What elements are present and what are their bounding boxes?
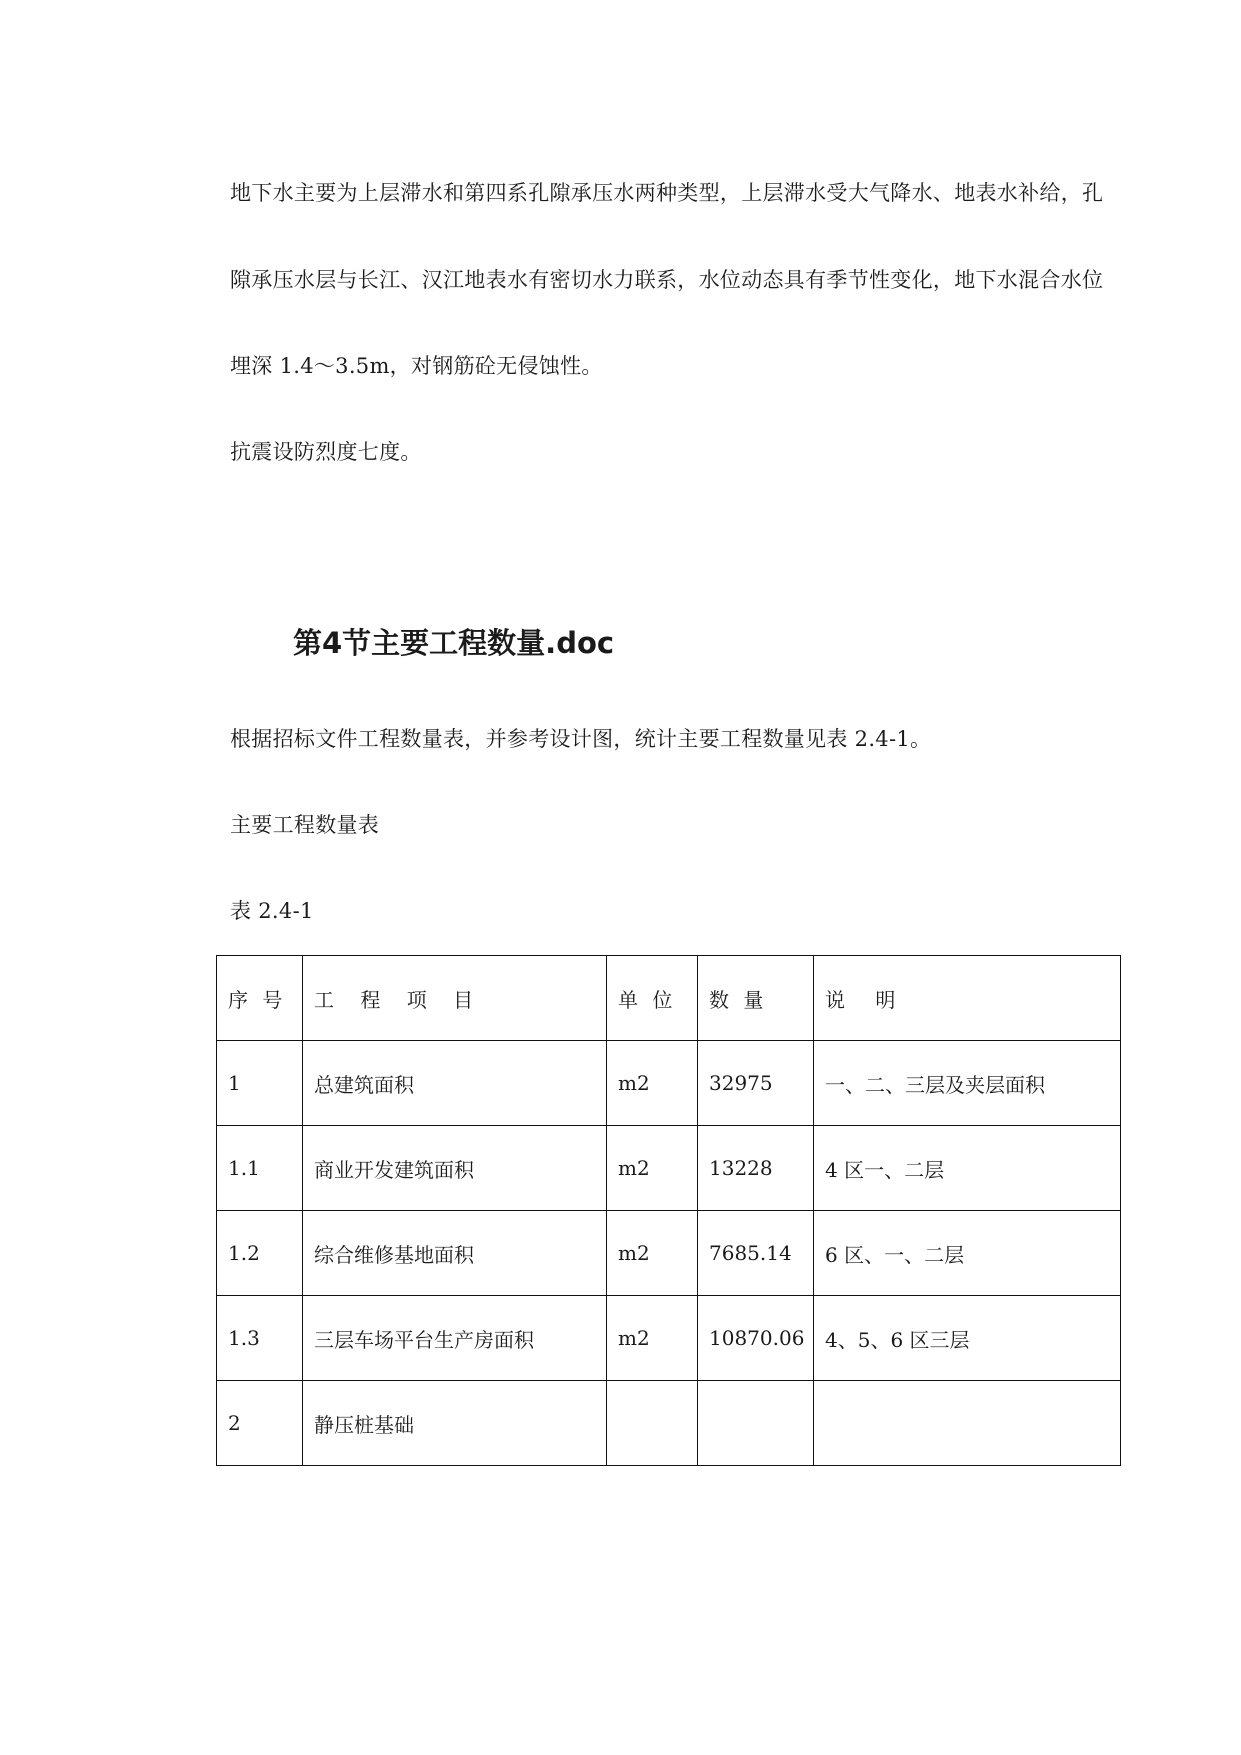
- paragraph-line-3: 埋深 1.4～3.5m，对钢筋砼无侵蚀性。: [230, 354, 603, 378]
- cell-quantity: 7685.14: [698, 1211, 814, 1296]
- cell-quantity: 10870.06: [698, 1296, 814, 1381]
- header-cell-unit: 单 位: [607, 956, 698, 1041]
- table-row: [217, 1381, 1121, 1466]
- cell-quantity: 32975: [698, 1041, 814, 1126]
- cell-note: 一、二、三层及夹层面积: [814, 1041, 1121, 1126]
- cell-item: 静压桩基础: [303, 1381, 607, 1466]
- cell-unit: m2: [607, 1041, 698, 1126]
- header-cell-item: 工 程 项 目: [303, 956, 607, 1041]
- section-intro: 根据招标文件工程数量表，并参考设计图，统计主要工程数量见表 2.4-1。: [230, 727, 932, 751]
- paragraph-line-2: 隙承压水层与长江、汉江地表水有密切水力联系，水位动态具有季节性变化，地下水混合水位: [230, 268, 1104, 292]
- cell-unit: m2: [607, 1126, 698, 1211]
- table-title: 主要工程数量表: [230, 813, 380, 837]
- cell-note: 4、5、6 区三层: [814, 1296, 1121, 1381]
- table-number: 表 2.4-1: [230, 899, 314, 923]
- table-row: [217, 1296, 1121, 1381]
- cell-note: [814, 1381, 1121, 1466]
- cell-index: 2: [217, 1381, 303, 1466]
- cell-index: 1.3: [217, 1296, 303, 1381]
- cell-item: 三层车场平台生产房面积: [303, 1296, 607, 1381]
- cell-index: 1.1: [217, 1126, 303, 1211]
- table-header-row: [217, 956, 1121, 1041]
- header-cell-index: 序 号: [217, 956, 303, 1041]
- quantity-table: [216, 955, 1121, 1466]
- cell-unit: m2: [607, 1296, 698, 1381]
- table-row: [217, 1211, 1121, 1296]
- cell-quantity: 13228: [698, 1126, 814, 1211]
- cell-unit: [607, 1381, 698, 1466]
- cell-unit: m2: [607, 1211, 698, 1296]
- cell-quantity: [698, 1381, 814, 1466]
- cell-index: 1.2: [217, 1211, 303, 1296]
- paragraph-line-1: 地下水主要为上层滞水和第四系孔隙承压水两种类型，上层滞水受大气降水、地表水补给，孔: [230, 181, 1104, 205]
- paragraph-line-4: 抗震设防烈度七度。: [230, 440, 422, 464]
- cell-note: 4 区一、二层: [814, 1126, 1121, 1211]
- cell-item: 总建筑面积: [303, 1041, 607, 1126]
- cell-index: 1: [217, 1041, 303, 1126]
- table-row: [217, 1126, 1121, 1211]
- cell-note: 6 区、一、二层: [814, 1211, 1121, 1296]
- table-row: [217, 1041, 1121, 1126]
- section-heading: 第4节主要工程数量.doc: [293, 626, 615, 660]
- header-cell-note: 说 明: [814, 956, 1121, 1041]
- cell-item: 商业开发建筑面积: [303, 1126, 607, 1211]
- header-cell-quantity: 数 量: [698, 956, 814, 1041]
- cell-item: 综合维修基地面积: [303, 1211, 607, 1296]
